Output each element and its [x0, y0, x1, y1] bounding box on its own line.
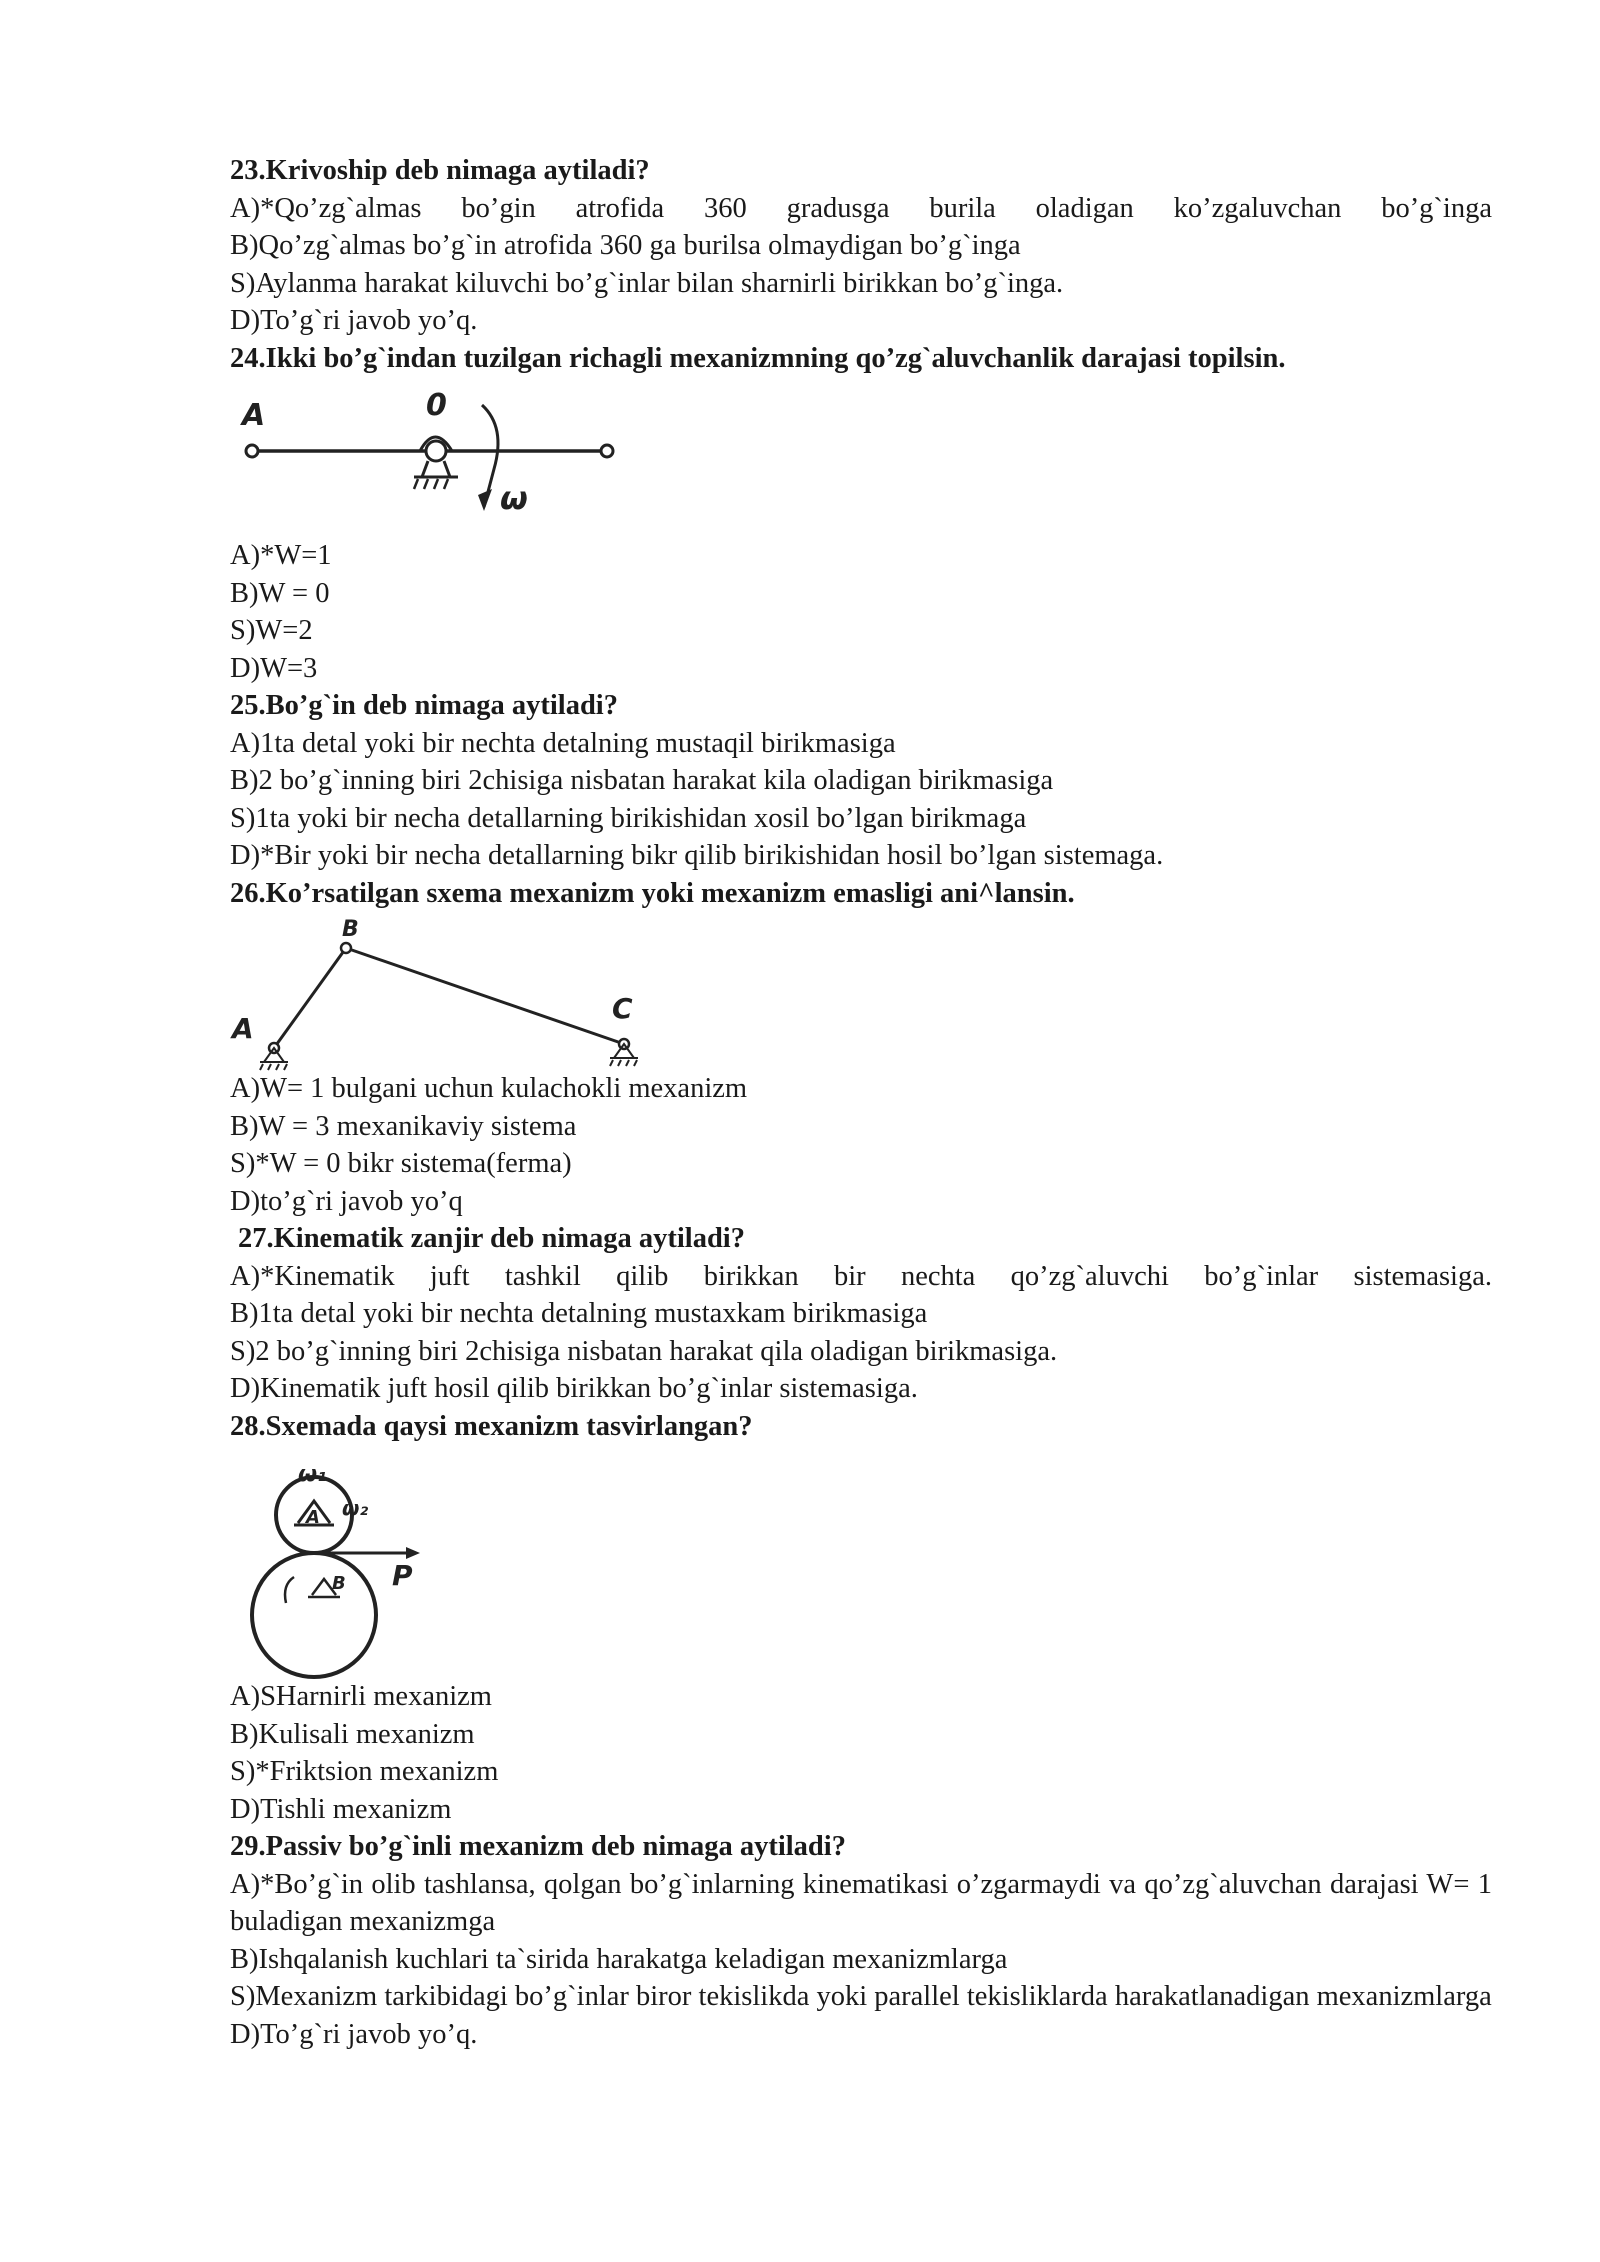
support-leg-right	[444, 461, 450, 477]
support-leg-left	[422, 461, 428, 477]
document-body	[230, 152, 1492, 2053]
label-omega: ω	[500, 479, 528, 517]
q29-option-s: S)Mexanizm tarkibidagi bo’g`inlar biror tekislikda yoki parallel tekisliklarda harakatlanadigan mexanizmlarga	[230, 1981, 1492, 2012]
question-28-title: 28.Sxemada qaysi mexanizm tasvirlangan?	[230, 1410, 753, 1442]
q28-option-s: S)*Friktsion mexanizm	[230, 1756, 499, 1787]
q27-option-b: B)1ta detal yoki bir nechta detalning mustaxkam birikmasiga	[230, 1298, 928, 1329]
truss-figure	[230, 912, 1492, 1070]
q24-option-s: S)W=2	[230, 615, 313, 646]
q27-option-d: D)Kinematik juft hosil qilib birikkan bo’g`inlar sistemasiga.	[230, 1373, 918, 1404]
q26-option-b: B)W = 3 mexanikaviy sistema	[230, 1110, 577, 1142]
lever-mechanism-figure	[230, 377, 1492, 537]
label-p: P	[392, 1559, 413, 1592]
q29-option-b: B)Ishqalanish kuchlari ta`sirida harakatga keladigan mexanizmlarga	[230, 1943, 1008, 1975]
q28-option-b: B)Kulisali mexanizm	[230, 1718, 475, 1750]
question-29-title: 29.Passiv bo’g`inli mexanizm deb nimaga aytiladi?	[230, 1831, 846, 1862]
q29-option-a: A)*Bo’g`in olib tashlansa, qolgan bo’g`inlarning kinematikasi o’zgarmaydi va qo’zg`aluvchan darajasi W= 1 buladigan mexanizmga	[230, 1868, 1492, 1937]
label-c: C	[612, 992, 633, 1025]
friction-mechanism-figure	[230, 1445, 1492, 1678]
q28-option-a: A)SHarnirli mexanizm	[230, 1681, 492, 1712]
label-omega-1: ω₁	[298, 1462, 327, 1487]
end-joint-a	[246, 445, 258, 457]
q23-option-a: A)*Qo’zg`almas bo’gin atrofida 360 gradusga burila oladigan ko’zgaluvchan bo’g`inga	[230, 192, 1492, 224]
q24-option-a: A)*W=1	[230, 540, 332, 571]
q23-option-d: D)To’g`ri javob yo’q.	[230, 305, 478, 336]
q26-option-s: S)*W = 0 bikr sistema(ferma)	[230, 1148, 572, 1179]
q25-option-d: D)*Bir yoki bir necha detallarning bikr qilib birikishidan hosil bo’lgan sistemaga.	[230, 840, 1164, 871]
q27-option-a: A)*Kinematik juft tashkil qilib birikkan bir nechta qo’zg`aluvchi bo’g`inlar sistemasiga.	[230, 1260, 1492, 1292]
large-wheel	[252, 1553, 376, 1677]
label-omega-2: ω₂	[342, 1496, 369, 1520]
joint-b	[341, 943, 351, 953]
pivot-joint-o	[426, 441, 446, 461]
q23-option-s: S)Aylanma harakat kiluvchi bo’g`inlar bilan sharnirli birikkan bo’g`inga.	[230, 267, 1064, 299]
label-a: A	[306, 1507, 320, 1528]
question-25-title: 25.Bo’g`in deb nimaga aytiladi?	[230, 690, 618, 721]
lever-diagram	[230, 377, 650, 537]
label-b: B	[332, 1573, 346, 1594]
label-a: A	[242, 398, 266, 433]
q25-option-b: B)2 bo’g`inning biri 2chisiga nisbatan harakat kila oladigan birikmasiga	[230, 765, 1054, 796]
rotation-arrow	[285, 1577, 294, 1603]
question-27-title: 27.Kinematik zanjir deb nimaga aytiladi?	[238, 1223, 745, 1254]
q23-option-b: B)Qo’zg`almas bo’g`in atrofida 360 ga burilsa olmaydigan bo’g`inga	[230, 230, 1021, 261]
truss-diagram	[230, 912, 650, 1070]
q25-option-s: S)1ta yoki bir necha detallarning birikishidan xosil bo’lgan birikmaga	[230, 802, 1027, 834]
q26-option-d: D)to’g`ri javob yo’q	[230, 1185, 463, 1217]
label-b: B	[342, 917, 359, 942]
label-o: 0	[426, 388, 447, 423]
rotation-arrowhead	[478, 489, 492, 511]
q27-option-s: S)2 bo’g`inning biri 2chisiga nisbatan harakat qila oladigan birikmasiga.	[230, 1335, 1058, 1367]
q29-option-d: D)To’g`ri javob yo’q.	[230, 2018, 478, 2050]
end-joint-right	[601, 445, 613, 457]
label-a: A	[232, 1012, 254, 1045]
question-23-title: 23.Krivoship deb nimaga aytiladi?	[230, 155, 650, 186]
question-24-title: 24.Ikki bo’g`indan tuzilgan richagli mexanizmning qo’zg`aluvchanlik darajasi topilsin.	[230, 342, 1286, 374]
q24-option-b: B)W = 0	[230, 577, 330, 609]
q28-option-d: D)Tishli mexanizm	[230, 1793, 452, 1825]
ground-hatch	[414, 479, 448, 489]
q25-option-a: A)1ta detal yoki bir nechta detalning mustaqil birikmasiga	[230, 727, 896, 759]
friction-diagram	[230, 1445, 470, 1678]
question-26-title: 26.Ko’rsatilgan sxema mexanizm yoki mexanizm emasligi ani^lansin.	[230, 877, 1075, 909]
force-arrowhead	[406, 1547, 420, 1559]
q26-option-a: A)W= 1 bulgani uchun kulachokli mexanizm	[230, 1073, 748, 1104]
link-ab	[274, 948, 346, 1048]
q24-option-d: D)W=3	[230, 652, 318, 684]
link-bc	[346, 948, 624, 1044]
